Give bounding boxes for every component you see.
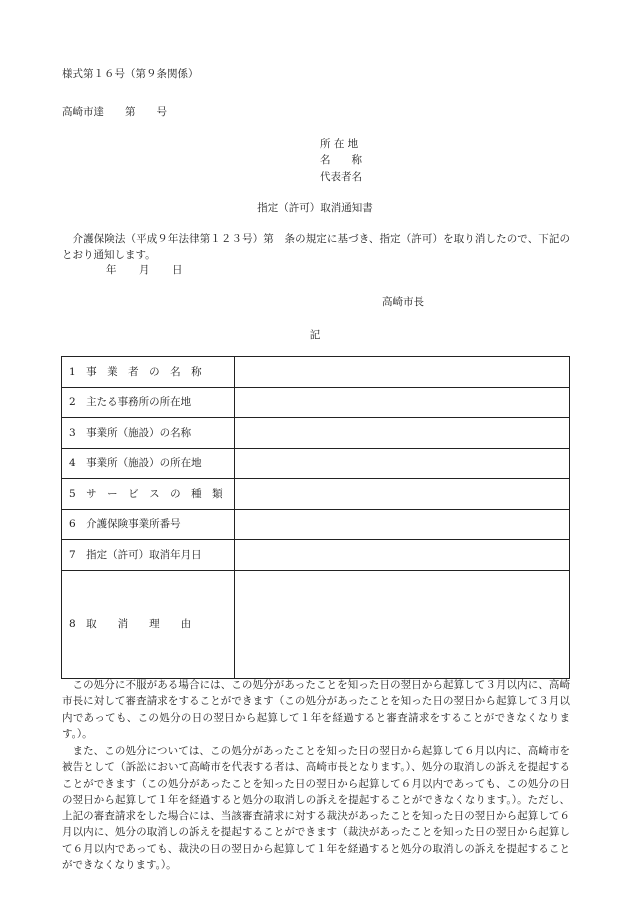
item-label: 8 取 消 理 由 — [62, 570, 235, 678]
items-table — [61, 356, 570, 679]
table-row — [62, 418, 570, 449]
date-line: 年 月 日 — [106, 264, 183, 276]
issuer: 高崎市長 — [382, 296, 424, 308]
table-row — [62, 540, 570, 571]
item-label: 7 指定（許可）取消年月日 — [62, 540, 235, 571]
document-number: 高崎市達 第 号 — [62, 106, 167, 118]
item-label: 2 主たる事務所の所在地 — [62, 387, 235, 418]
item-value — [235, 387, 570, 418]
item-label: 3 事業所（施設）の名称 — [62, 418, 235, 449]
item-label: 1 事 業 者 の 名 称 — [62, 357, 235, 388]
document-title: 指定（許可）取消通知書 — [257, 202, 373, 214]
recipient-block — [320, 136, 362, 185]
recipient-address-label: 所 在 地 — [320, 138, 359, 150]
table-row — [62, 448, 570, 479]
item-value — [235, 357, 570, 388]
appeal-notice-paragraph: この処分に不服がある場合には、この処分があったことを知った日の翌日から起算して３月以内に、高崎市長に対して審査請求をすることができます（この処分があったことを知った日の翌日から起算して３月以内であっても、この処分の日の翌日から起算して１年を経過すると審査請求をすることができなくなります。）。 — [62, 679, 570, 740]
form-number: 様式第１６号（第９条関係） — [62, 68, 199, 80]
intro-paragraph: 介護保険法（平成９年法律第１２３号）第 条の規定に基づき、指定（許可）を取り消したので、下記のとおり通知します。 — [62, 233, 570, 262]
item-value — [235, 479, 570, 510]
table-row — [62, 387, 570, 418]
lawsuit-notice-paragraph: また、この処分については、この処分があったことを知った日の翌日から起算して６月以内に、高崎市を被告として（訴訟において高崎市を代表する者は、高崎市長となります。）、処分の取消しの訴えを提起することができます（この処分があったことを知った日の翌日から起算して６月以内であっても、この処分の日の翌日から起算して１年を経過すると処分の取消しの訴えを提起することができなくなります。）。ただし、上記の審査請求をした場合には、当該審査請求に対する裁決があったことを知った日の翌日から起算して６月以内に、処分の取消しの訴えを提起することができます（裁決があったことを知った日の翌日から起算して６月以内であっても、裁決の日の翌日から起算して１年を経過すると処分の取消しの訴えを提起することができなくなります。）。 — [62, 745, 570, 871]
table-row — [62, 509, 570, 540]
item-value — [235, 418, 570, 449]
item-value — [235, 509, 570, 540]
ki-label: 記 — [309, 329, 321, 341]
item-value — [235, 448, 570, 479]
item-value — [235, 570, 570, 678]
item-label: 6 介護保険事業所番号 — [62, 509, 235, 540]
table-row — [62, 479, 570, 510]
table-row — [62, 570, 570, 678]
item-value — [235, 540, 570, 571]
item-label: 5 サ ー ビ ス の 種 類 — [62, 479, 235, 510]
recipient-name-label: 名 称 — [320, 154, 362, 167]
recipient-representative-label: 代表者名 — [320, 170, 362, 183]
item-label: 4 事業所（施設）の所在地 — [62, 448, 235, 479]
table-row — [62, 357, 570, 388]
